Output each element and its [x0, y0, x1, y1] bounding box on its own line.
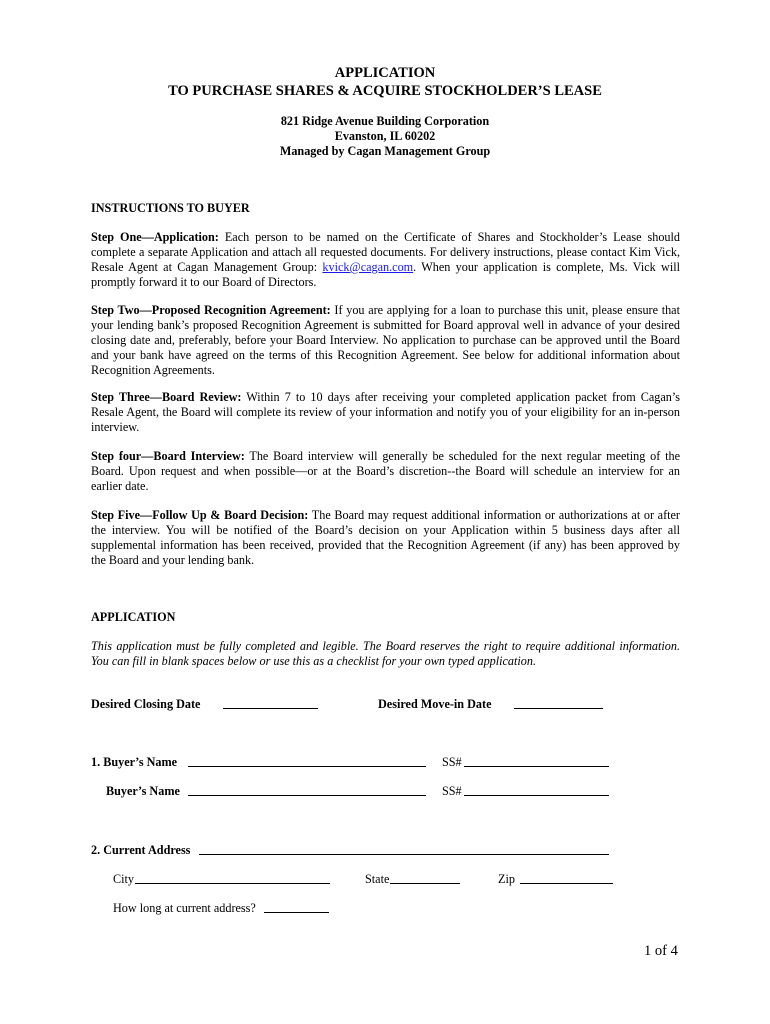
title-line-1: APPLICATION [334, 65, 436, 81]
corporation-name: 821 Ridge Avenue Building Corporation [280, 114, 490, 128]
step-four-label: Step four—Board Interview: [91, 449, 245, 463]
application-heading: APPLICATION [91, 610, 176, 624]
step-four-paragraph [91, 449, 680, 494]
instructions-heading: INSTRUCTIONS TO BUYER [91, 201, 250, 215]
step-three-paragraph [91, 390, 680, 435]
step-two-text: If you are applying for a loan to purchase this unit, please ensure that your lending bank’s proposed Recognition Agreement is submitted for Board approval well in advance of your desired closing date and, preferably, before your Board Interview. No application to purchase can be approved until the Board and your bank have agreed on the terms of this Recognition Agreement. See below for additional information about Recognition Agreements. [91, 303, 680, 377]
how-long-field[interactable] [264, 901, 329, 913]
current-address-label: 2. Current Address [91, 843, 191, 857]
how-long-label: How long at current address? [113, 901, 256, 915]
zip-field[interactable] [520, 872, 613, 884]
application-intro: This application must be fully completed and legible. The Board reserves the right to require additional information. You can fill in blank spaces below or use this as a checklist for your own typed application. [91, 639, 680, 668]
closing-date-label: Desired Closing Date [91, 697, 201, 711]
move-in-date-field[interactable] [514, 697, 603, 709]
step-one-text-b: . When your application is complete, Ms. Vick will promptly forward it to our Board of Directors. [91, 260, 680, 289]
ss-label-1: SS# [442, 755, 462, 769]
step-one-label: Step One—Application: [91, 230, 219, 244]
state-field[interactable] [390, 872, 460, 884]
management-company: Managed by Cagan Management Group [279, 144, 491, 158]
closing-date-field[interactable] [223, 697, 318, 709]
step-two-paragraph [91, 303, 680, 378]
corporation-city: Evanston, IL 60202 [334, 129, 436, 143]
buyer-name-label-1: 1. Buyer’s Name [91, 755, 178, 769]
zip-label: Zip [498, 872, 515, 886]
step-five-text: The Board may request additional information or authorizations at or after the interview. You will be notified of the Board’s decision on your Application within 5 business days after all supplemental information has been received, provided that the Recognition Agreement (if any) has been approved by the Board and your lending bank. [91, 508, 680, 567]
buyer-name-field-2[interactable] [188, 784, 426, 796]
ss-label-2: SS# [442, 784, 462, 798]
step-four-text: The Board interview will generally be scheduled for the next regular meeting of the Board. Upon request and when possible—or at the Board’s discretion--the Board will schedule an interview for an earlier date. [91, 449, 681, 493]
step-two-label: Step Two—Proposed Recognition Agreement: [91, 303, 331, 317]
ss-field-1[interactable] [464, 755, 609, 767]
step-three-text: Within 7 to 10 days after receiving your completed application packet from Cagan’s Resale Agent, the Board will complete its review of your information and notify you of your eligibility for an in-person interview. [91, 390, 680, 434]
move-in-date-label: Desired Move-in Date [378, 697, 492, 711]
title-line-2: TO PURCHASE SHARES & ACQUIRE STOCKHOLDER’S LEASE [168, 83, 602, 99]
step-one-text-a: Each person to be named on the Certificate of Shares and Stockholder’s Lease should complete a separate Application and attach all requested documents. For delivery instructions, please contact Kim Vick, Resale Agent at Cagan Management Group: [91, 230, 681, 274]
buyer-name-label-2: Buyer’s Name [106, 784, 180, 798]
step-three-label: Step Three—Board Review: [91, 390, 242, 404]
current-address-field[interactable] [199, 843, 609, 855]
page-number: 1 of 4 [644, 943, 678, 959]
agent-email-link[interactable]: kvick@cagan.com [322, 260, 414, 274]
step-five-label: Step Five—Follow Up & Board Decision: [91, 508, 309, 522]
city-label: City [113, 872, 134, 886]
step-one-paragraph [91, 230, 680, 290]
state-label: State [365, 872, 390, 886]
city-field[interactable] [135, 872, 330, 884]
step-five-paragraph [91, 508, 680, 568]
buyer-name-field-1[interactable] [188, 755, 426, 767]
ss-field-2[interactable] [464, 784, 609, 796]
